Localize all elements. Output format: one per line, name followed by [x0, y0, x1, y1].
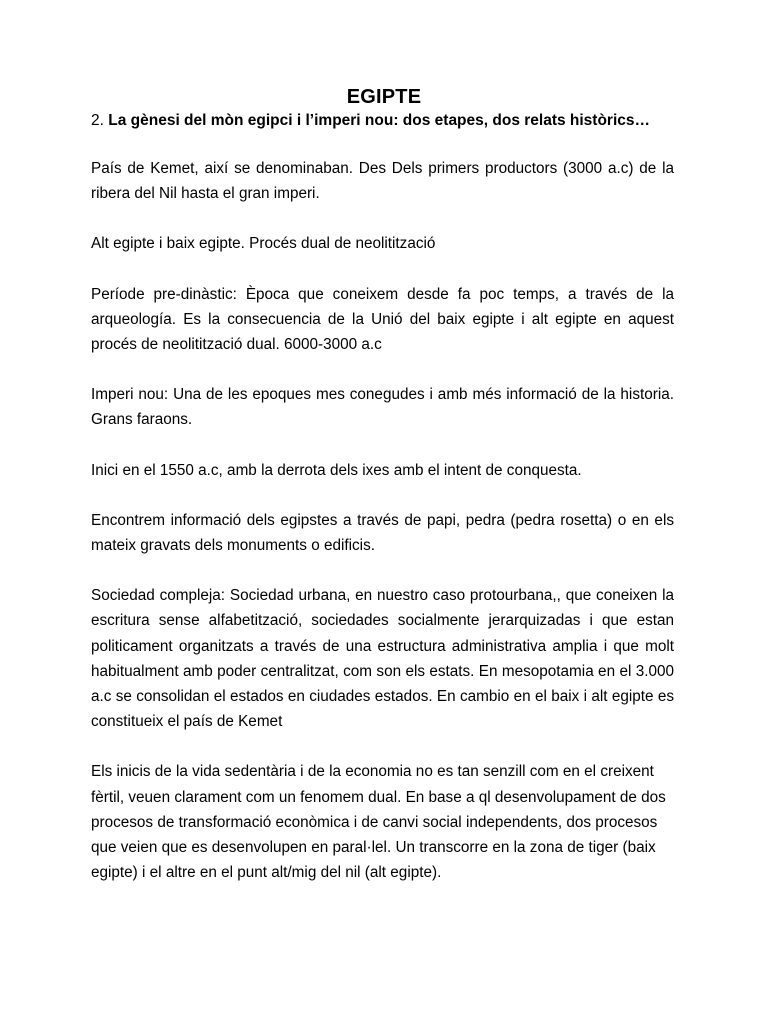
section-heading: [91, 110, 681, 132]
paragraph-sociedad-compleja: Sociedad compleja: Sociedad urbana, en nuestro caso protourbana,, que coneixen la escritura sense alfabetització, sociedades socialmente jerarquizadas i que estan politicament organitzats a través de una estructura administrativa amplia i que molt habitualment amb poder centralitzat, com son els estats. En mesopotamia en el 3.000 a.c se consolidan el estados en ciudades estados. En cambio en el baix i alt egipte es constitueix el país de Kemet: [91, 587, 674, 731]
paragraph-vida-sedentaria: Els inicis de la vida sedentària i de la economia no es tan senzill com en el creixent fèrtil, veuen clarament com un fenomem dual. En base a ql desenvolupament de dos procesos de transformació econòmica i de canvi social independents, dos procesos que veien que es desenvolupen en paral·lel. Un transcorre en la zona de tiger (baix egipte) i el altre en el punt alt/mig del nil (alt egipte).: [91, 763, 666, 882]
paragraph-kemet: País de Kemet, així se denominaban. Des Dels primers productors (3000 a.c) de la ribera del Nil hasta el gran imperi.: [91, 160, 674, 203]
paragraph-alt-baix-egipte: Alt egipte i baix egipte. Procés dual de neolitització: [91, 235, 436, 253]
document-body: [91, 156, 674, 910]
document-title: EGIPTE: [346, 86, 422, 108]
paragraph-periode-predinastic: Període pre-dinàstic: Època que coneixem desde fa poc temps, a través de la arqueología. Es la consecuencia de la Unió del baix egipte i alt egipte en aquest procés de neolitització dual. 6000-3000 a.c: [91, 285, 674, 354]
paragraph-fonts-informacio: Encontrem informació dels egipstes a través de papi, pedra (pedra rosetta) o en els mateix gravats dels monuments o edificis.: [91, 511, 674, 555]
paragraph-inici-1550: Inici en el 1550 a.c, amb la derrota dels ixes amb el intent de conquesta.: [91, 461, 582, 479]
section-heading-text: La gènesi del mòn egipci i l’imperi nou: dos etapes, dos relats històrics…: [108, 112, 651, 129]
paragraph-imperi-nou: Imperi nou: Una de les epoques mes conegudes i amb més informació de la historia. Grans faraons.: [91, 386, 674, 429]
section-number: 2.: [91, 112, 104, 129]
